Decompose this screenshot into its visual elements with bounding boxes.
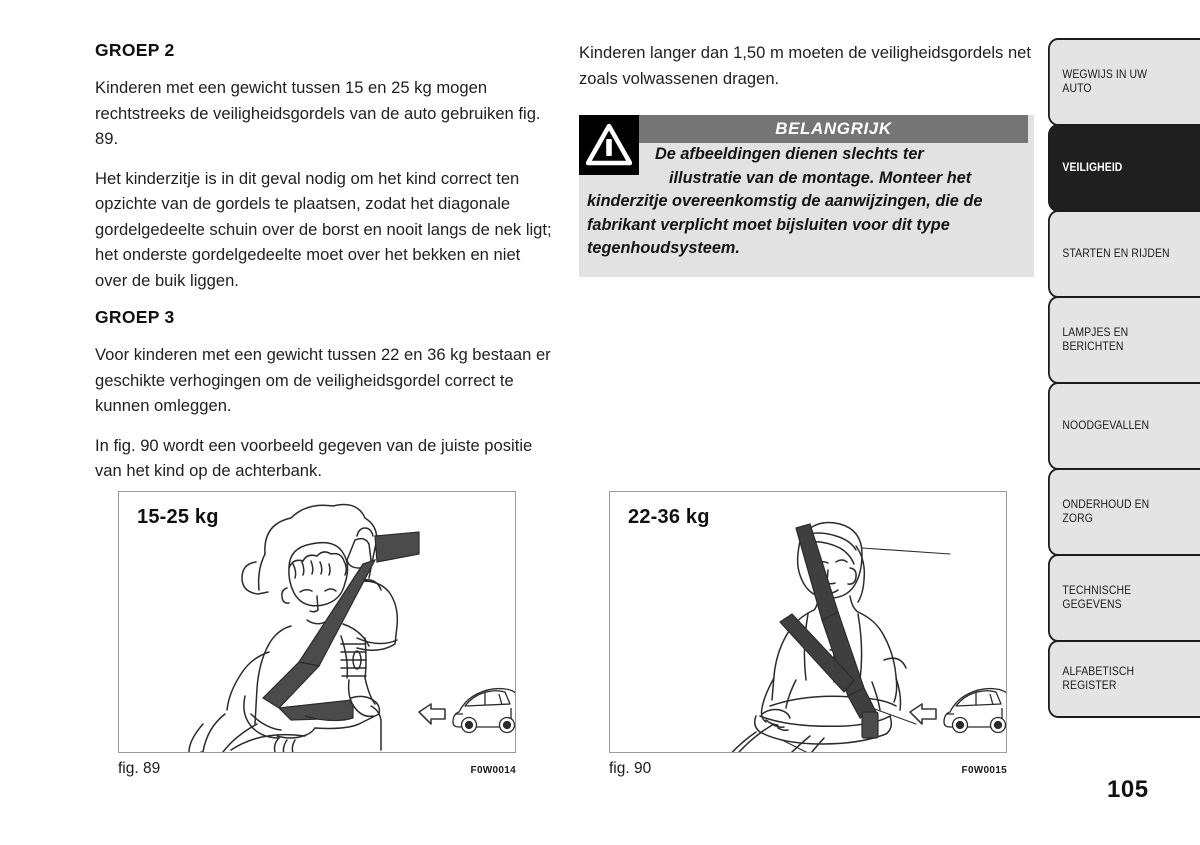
warning-body-text [579,143,1034,277]
sidebar-item-label-line2: REGISTER [1062,679,1117,692]
warning-line-3: kinderzitje overeenkomstig de aanwijzingen, die [587,192,959,210]
sidebar-item-veiligheid[interactable] [1048,124,1200,212]
sidebar-item-label-line1: VEILIGHEID [1062,160,1123,174]
figure-90-illustration [610,492,1006,752]
groep-2-paragraph-2: Het kinderzitje is in dit geval nodig om het kind correct ten opzichte van de gordels te plaatsen, zodat het diagonale gordelgedeelte schuin over de borst en nooit langs de nek ligt; het onderste gordelgedeelte moet over het bekken en niet over de buik liggen. [95,168,552,290]
figure-89-label: fig. 89 [118,760,161,777]
left-arrow-icon [419,704,445,724]
sidebar-item-label-line1: NOODGEVALLEN [1062,418,1150,432]
left-text-column [95,40,553,498]
sidebar-item-lampjes-en-berichten[interactable] [1048,296,1200,384]
figure-90-code: F0W0015 [961,765,1007,776]
figure-90-caption-row [609,760,1007,778]
sidebar-item-label-line2: AUTO [1062,82,1092,95]
sidebar-item-label-line2: GEGEVENS [1062,598,1122,611]
figure-89-frame [118,491,516,753]
heading-groep-3: GROEP 3 [95,307,175,327]
left-arrow-icon [910,704,936,724]
warning-line-2: illustratie van de montage. Monteer het [669,168,972,187]
figure-90-frame [609,491,1007,753]
sidebar-item-onderhoud-en-zorg[interactable] [1048,468,1200,556]
sidebar-item-label-line1: ONDERHOUD EN [1062,497,1150,511]
figure-89 [118,491,516,778]
right-text-column [579,40,1035,105]
groep-2-paragraph-1: Kinderen met een gewicht tussen 15 en 25 kg mogen rechtstreeks de veiligheidsgordels van de auto gebruiken fig. 89. [95,78,541,148]
figure-89-caption-row [118,760,516,778]
figure-89-code: F0W0014 [470,765,516,776]
belangrijk-warning-box [579,115,1034,277]
warning-line-5: type tegenhoudsysteem. [587,215,950,257]
heading-groep-2: GROEP 2 [95,40,175,60]
figure-90-label: fig. 90 [609,760,652,777]
page-number: 105 [1107,776,1149,803]
sidebar-item-label-line2: ZORG [1062,512,1093,525]
sidebar-item-label-line1: TECHNISCHE [1062,583,1132,597]
warning-line-4: de fabrikant verplicht moet bijsluiten voor dit [587,192,983,234]
chapter-tab-sidebar [1048,38,1200,716]
sidebar-item-label-line1: ALFABETISCH [1062,664,1135,678]
figure-89-illustration [119,492,515,752]
sidebar-item-label-line2: BERICHTEN [1062,340,1124,353]
sidebar-item-noodgevallen[interactable] [1048,382,1200,470]
sidebar-item-wegwijs-in-uw-auto[interactable] [1048,38,1200,126]
car-side-view-icon [453,689,515,733]
sidebar-item-starten-en-rijden[interactable] [1048,210,1200,298]
sidebar-item-technische-gegevens[interactable] [1048,554,1200,642]
sidebar-item-alfabetisch-register[interactable] [1048,640,1200,718]
sidebar-item-label-line1: LAMPJES EN [1062,325,1129,339]
right-intro-paragraph: Kinderen langer dan 1,50 m moeten de veiligheidsgordels net zoals volwassenen dragen. [579,43,1032,88]
warning-triangle-icon [579,115,639,175]
sidebar-item-label-line1: WEGWIJS IN UW [1062,67,1148,81]
warning-title: BELANGRIJK [639,115,1028,143]
figure-90 [609,491,1007,778]
groep-3-paragraph-1: Voor kinderen met een gewicht tussen 22 en 36 kg bestaan er geschikte verhogingen om de veiligheidsgordel correct te kunnen omleggen. [95,345,551,415]
warning-line-1: De afbeeldingen dienen slechts ter [655,145,924,163]
car-side-view-icon [944,689,1006,733]
sidebar-item-label-line1: STARTEN EN RIJDEN [1062,246,1170,260]
figure-89-weight-label: 15-25 kg [137,506,219,528]
figure-90-weight-label: 22-36 kg [628,506,710,528]
groep-3-paragraph-2: In fig. 90 wordt een voorbeeld gegeven van de juiste positie van het kind op de achterbank. [95,435,533,480]
warning-header-row [579,115,1034,143]
